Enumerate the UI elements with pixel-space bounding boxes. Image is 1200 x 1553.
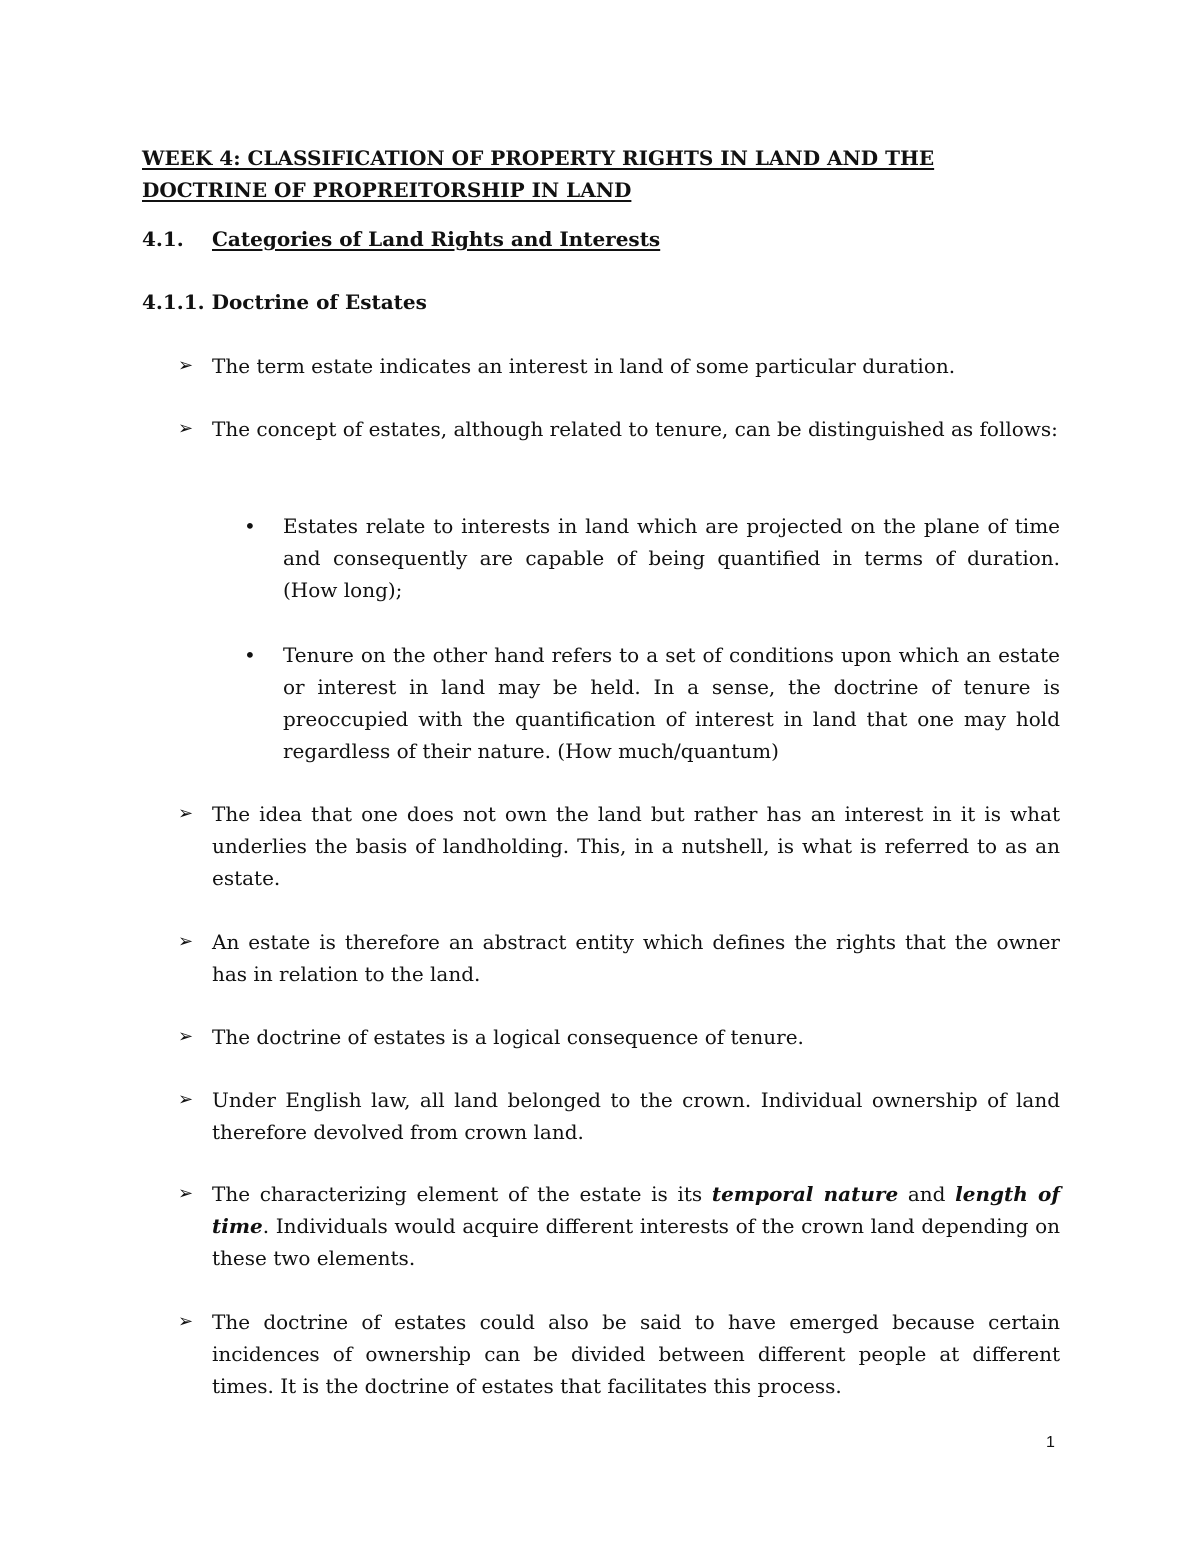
arrow-bullet-icon: ➢ bbox=[178, 1183, 194, 1204]
emphasis-length-of-time: length of time bbox=[212, 1182, 1060, 1238]
page-number: 1 bbox=[1046, 1434, 1055, 1451]
bullet-item bbox=[178, 1178, 1060, 1274]
bullet-text: Under English law, all land belonged to the crown. Individual ownership of land therefore devolved from crown land. bbox=[212, 1088, 1060, 1144]
sub-bullet-item bbox=[244, 510, 1060, 606]
text-run: . Individuals would acquire different interests of the crown land depending on these two elements. bbox=[212, 1214, 1060, 1270]
document-title: WEEK 4: CLASSIFICATION OF PROPERTY RIGHTS IN LAND AND THE DOCTRINE OF PROPREITORSHIP IN LAND bbox=[142, 146, 935, 202]
bullet-text: An estate is therefore an abstract entity which defines the rights that the owner has in relation to the land. bbox=[212, 930, 1060, 986]
text-run: and bbox=[898, 1182, 956, 1206]
bullet-item bbox=[178, 1084, 1060, 1148]
subsection-heading: 4.1.1. Doctrine of Estates bbox=[142, 290, 427, 314]
bullet-item bbox=[178, 798, 1060, 894]
emphasis-temporal-nature: temporal nature bbox=[711, 1182, 899, 1206]
bullet-item bbox=[178, 1306, 1060, 1402]
arrow-bullet-icon: ➢ bbox=[178, 355, 194, 376]
text-run: The characterizing element of the estate is its bbox=[212, 1182, 712, 1206]
bullet-item bbox=[178, 350, 1060, 382]
section-number: 4.1. bbox=[142, 227, 184, 251]
sub-bullet-item bbox=[244, 639, 1060, 767]
arrow-bullet-icon: ➢ bbox=[178, 418, 194, 439]
arrow-bullet-icon: ➢ bbox=[178, 1311, 194, 1332]
section-title: Categories of Land Rights and Interests bbox=[212, 227, 661, 251]
arrow-bullet-icon: ➢ bbox=[178, 931, 194, 952]
dot-bullet-icon: • bbox=[244, 643, 256, 667]
bullet-text: The doctrine of estates could also be said to have emerged because certain incidences of ownership can be divided between different people at different times. It is the doctrine of estates that facilitates this process. bbox=[212, 1310, 1060, 1398]
bullet-text bbox=[212, 1178, 1060, 1274]
arrow-bullet-icon: ➢ bbox=[178, 803, 194, 824]
arrow-bullet-icon: ➢ bbox=[178, 1026, 194, 1047]
sub-bullet-text: Estates relate to interests in land which are projected on the plane of time and consequently are capable of being quantified in terms of duration. (How long); bbox=[283, 514, 1060, 602]
bullet-item bbox=[178, 926, 1060, 990]
dot-bullet-icon: • bbox=[244, 514, 256, 538]
sub-bullet-text: Tenure on the other hand refers to a set of conditions upon which an estate or interest in land may be held. In a sense, the doctrine of tenure is preoccupied with the quantification of interest in land that one may hold regardless of their nature. (How much/quantum) bbox=[283, 643, 1060, 763]
bullet-item bbox=[178, 1021, 1060, 1053]
bullet-text: The doctrine of estates is a logical consequence of tenure. bbox=[212, 1025, 804, 1049]
bullet-item bbox=[178, 413, 1060, 445]
section-heading bbox=[142, 224, 660, 254]
arrow-bullet-icon: ➢ bbox=[178, 1089, 194, 1110]
bullet-text: The concept of estates, although related to tenure, can be distinguished as follows: bbox=[212, 417, 1058, 441]
bullet-text: The idea that one does not own the land but rather has an interest in it is what underlies the basis of landholding. This, in a nutshell, is what is referred to as an estate. bbox=[212, 802, 1060, 890]
bullet-text: The term estate indicates an interest in land of some particular duration. bbox=[212, 354, 956, 378]
